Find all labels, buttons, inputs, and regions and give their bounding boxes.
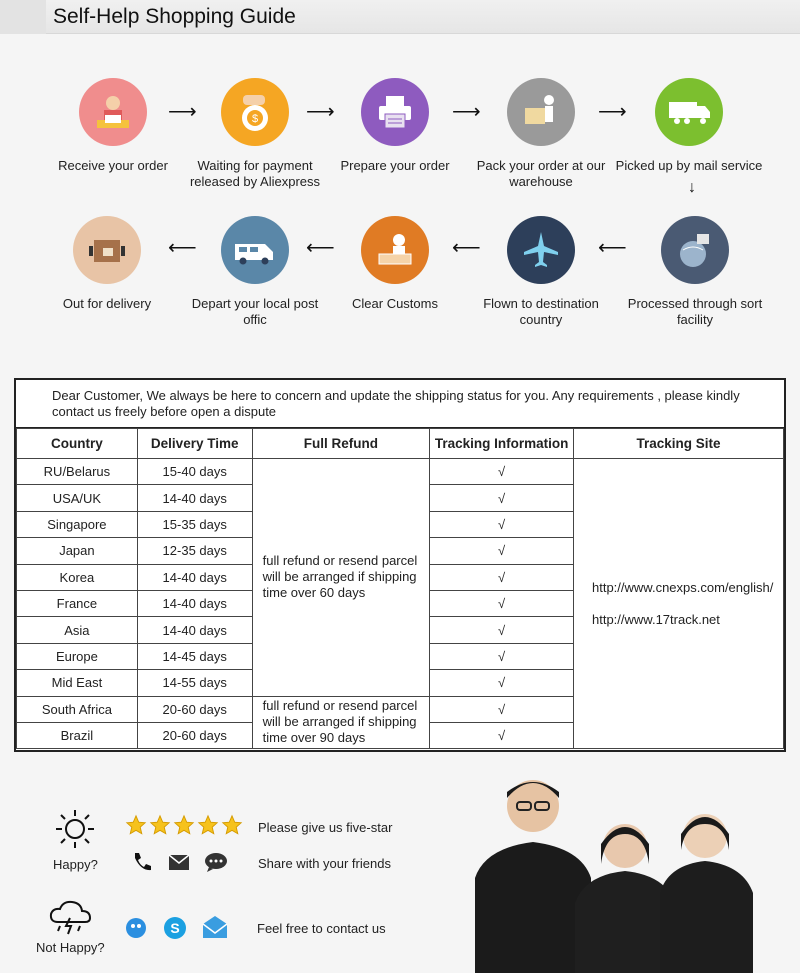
open-mail-icon[interactable]	[201, 914, 229, 945]
arrow-left-icon: ⟵	[168, 237, 197, 259]
check-cell: √	[430, 722, 574, 748]
step-caption: Picked up by mail service	[615, 158, 763, 173]
col-header-tracking-info: Tracking Information	[430, 429, 574, 459]
time-cell: 20-60 days	[137, 722, 252, 748]
phone-icon[interactable]	[130, 850, 154, 879]
col-header-country: Country	[17, 429, 138, 459]
packing-icon	[507, 78, 575, 146]
col-header-delivery-time: Delivery Time	[137, 429, 252, 459]
step-caption: Waiting for payment released by Aliexpress	[189, 158, 321, 189]
check-cell: √	[430, 538, 574, 564]
mail-icon[interactable]	[167, 850, 191, 879]
star-icon	[221, 814, 243, 836]
country-cell: RU/Belarus	[17, 459, 138, 485]
col-header-full-refund: Full Refund	[252, 429, 430, 459]
time-cell: 15-40 days	[137, 459, 252, 485]
customer-notice: Dear Customer, We always be here to concern and update the shipping status for you. Any requirements , please kindly contact us freely before open a dispute	[16, 380, 784, 428]
parcel-icon	[73, 216, 141, 284]
tracking-site-link-2[interactable]: http://www.17track.net	[592, 611, 720, 627]
time-cell: 14-40 days	[137, 485, 252, 511]
country-cell: Singapore	[17, 511, 138, 537]
not-happy-label: Not Happy?	[36, 940, 105, 955]
five-star-rating[interactable]	[125, 814, 245, 841]
check-cell: √	[430, 590, 574, 616]
truck-icon	[655, 78, 723, 146]
step-prepare-order	[320, 78, 470, 174]
share-text: Share with your friends	[258, 856, 391, 871]
airplane-icon	[507, 216, 575, 284]
check-cell: √	[430, 564, 574, 590]
printer-icon	[361, 78, 429, 146]
time-cell: 14-40 days	[137, 590, 252, 616]
step-flown	[466, 216, 616, 328]
table-header-row	[17, 429, 784, 459]
arrow-left-icon: ⟵	[306, 237, 335, 259]
star-icon	[149, 814, 171, 836]
tracking-sites-cell	[574, 459, 784, 749]
step-caption: Receive your order	[58, 158, 168, 173]
svg-text:S: S	[170, 920, 180, 936]
arrow-left-icon: ⟵	[452, 237, 481, 259]
van-icon	[221, 216, 289, 284]
country-cell: Mid East	[17, 670, 138, 696]
shipping-info-panel	[14, 378, 786, 752]
col-header-tracking-site: Tracking Site	[574, 429, 784, 459]
arrow-right-icon: ⟶	[452, 101, 481, 123]
step-caption: Processed through sort facility	[627, 296, 763, 327]
check-cell: √	[430, 459, 574, 485]
skype-icon[interactable]	[163, 916, 187, 945]
arrow-right-icon: ⟶	[306, 101, 335, 123]
star-icon	[125, 814, 147, 836]
arrow-right-icon: ⟶	[168, 101, 197, 123]
star-icon	[197, 814, 219, 836]
country-cell: South Africa	[17, 696, 138, 722]
title-bar-accent	[0, 0, 46, 34]
step-out-for-delivery	[32, 216, 182, 312]
storm-cloud-icon	[48, 896, 96, 941]
time-cell: 15-35 days	[137, 511, 252, 537]
title-bar	[0, 0, 800, 34]
step-caption: Depart your local post offic	[191, 296, 319, 327]
arrow-down-icon: ↓	[688, 179, 696, 196]
country-cell: France	[17, 590, 138, 616]
table-row	[17, 459, 784, 485]
customs-officer-icon	[361, 216, 429, 284]
page-title: Self-Help Shopping Guide	[53, 5, 296, 28]
country-cell: Europe	[17, 643, 138, 669]
refund-cell-60: full refund or resend parcel will be arranged if shipping time over 60 days	[252, 459, 430, 697]
step-picked-up	[614, 78, 764, 174]
qq-icon[interactable]	[124, 916, 148, 945]
refund-cell-90: full refund or resend parcel will be arranged if shipping time over 90 days	[252, 696, 430, 749]
money-bag-icon	[221, 78, 289, 146]
time-cell: 12-35 days	[137, 538, 252, 564]
cashier-icon	[79, 78, 147, 146]
contact-text: Feel free to contact us	[257, 921, 386, 936]
country-cell: Japan	[17, 538, 138, 564]
five-star-text: Please give us five-star	[258, 820, 393, 835]
svg-text:$: $	[251, 113, 259, 125]
step-caption: Clear Customs	[352, 296, 438, 311]
step-sort-facility	[620, 216, 770, 328]
happy-label: Happy?	[53, 857, 98, 872]
arrow-left-icon: ⟵	[598, 237, 627, 259]
step-caption: Flown to destination country	[483, 296, 599, 327]
step-waiting-payment	[180, 78, 330, 190]
country-cell: USA/UK	[17, 485, 138, 511]
time-cell: 14-45 days	[137, 643, 252, 669]
star-icon	[173, 814, 195, 836]
step-customs	[320, 216, 470, 312]
time-cell: 14-55 days	[137, 670, 252, 696]
globe-sort-icon	[661, 216, 729, 284]
check-cell: √	[430, 485, 574, 511]
customer-service-team-photo	[455, 768, 773, 973]
check-cell: √	[430, 696, 574, 722]
country-cell: Korea	[17, 564, 138, 590]
arrow-right-icon: ⟶	[598, 101, 627, 123]
step-caption: Pack your order at our warehouse	[476, 158, 606, 189]
country-cell: Asia	[17, 617, 138, 643]
check-cell: √	[430, 511, 574, 537]
sun-icon	[54, 808, 96, 855]
step-caption: Out for delivery	[62, 296, 152, 311]
time-cell: 20-60 days	[137, 696, 252, 722]
step-pack-order	[466, 78, 616, 190]
chat-icon[interactable]	[203, 850, 229, 879]
time-cell: 14-40 days	[137, 564, 252, 590]
step-depart-post	[180, 216, 330, 328]
step-caption: Prepare your order	[340, 158, 450, 173]
time-cell: 14-40 days	[137, 617, 252, 643]
check-cell: √	[430, 617, 574, 643]
tracking-site-link-1[interactable]: http://www.cnexps.com/english/	[592, 579, 774, 595]
shipping-table	[16, 428, 784, 749]
country-cell: Brazil	[17, 722, 138, 748]
check-cell: √	[430, 643, 574, 669]
step-receive-order	[38, 78, 188, 174]
check-cell: √	[430, 670, 574, 696]
